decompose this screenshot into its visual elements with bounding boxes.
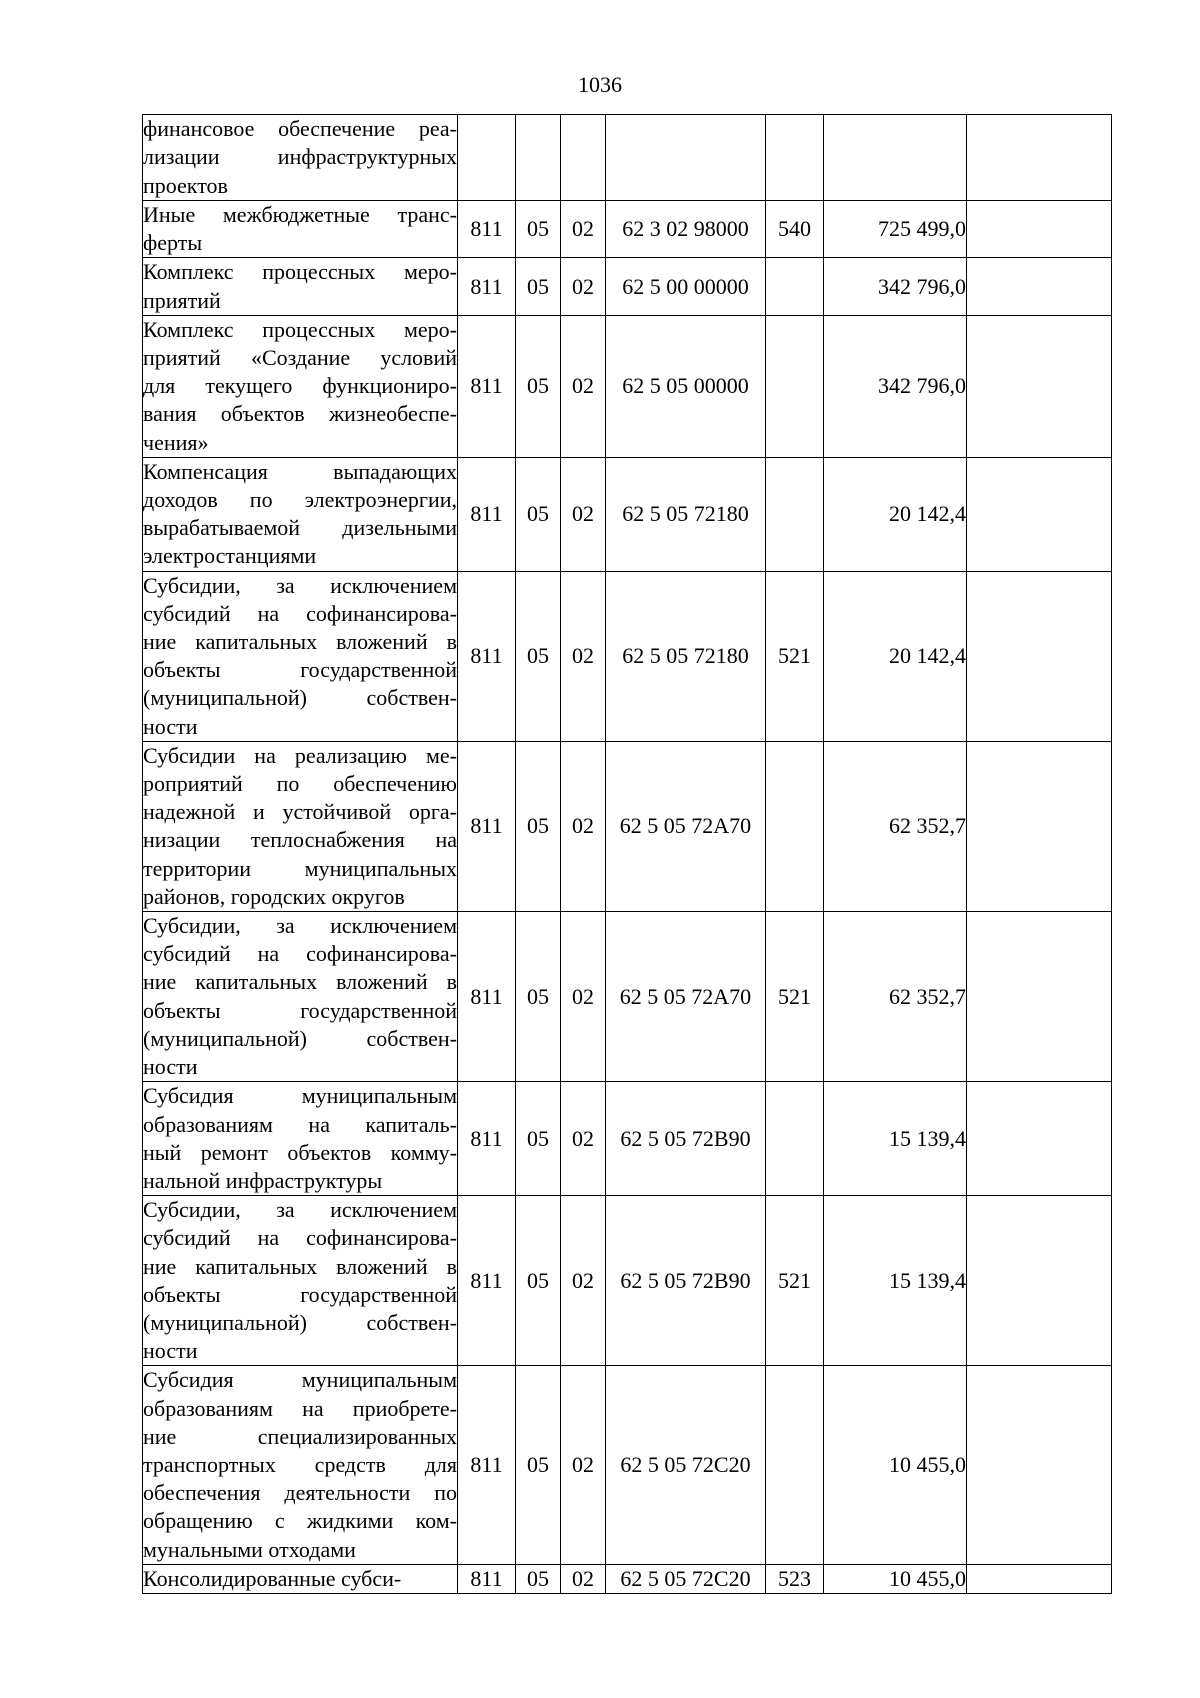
- ministry-code-cell: 811: [458, 1564, 516, 1593]
- extra-cell: [967, 1366, 1112, 1564]
- row-name-cell: [143, 258, 458, 315]
- row-name-line: районов, городских округов: [143, 883, 405, 909]
- row-name-line: образованиям на капиталь-: [143, 1111, 457, 1137]
- target-article-cell: 62 5 05 72В90: [606, 1196, 766, 1366]
- extra-cell: [967, 258, 1112, 315]
- target-article-cell: 62 5 05 72С20: [606, 1564, 766, 1593]
- row-name-line: субсидий на софинансирова-: [143, 1225, 457, 1251]
- row-name-line: образованиям на приобрете-: [143, 1395, 457, 1421]
- section-code-cell: 05: [516, 741, 561, 911]
- row-name-line: Субсидии, за исключением: [143, 572, 457, 598]
- subsection-code-cell: 02: [561, 315, 606, 457]
- expense-type-cell: 521: [766, 571, 824, 741]
- row-name-cell: [143, 1366, 458, 1564]
- amount-cell: 62 352,7: [824, 741, 967, 911]
- row-name-line: Субсидии на реализацию ме-: [143, 742, 457, 768]
- row-name-line: проектов: [143, 172, 228, 198]
- row-name-cell: [143, 201, 458, 258]
- table-body: [143, 115, 1112, 1594]
- table-row: [143, 457, 1112, 571]
- table-row: [143, 1082, 1112, 1196]
- target-article-cell: 62 5 00 00000: [606, 258, 766, 315]
- target-article-cell: 62 5 05 72А70: [606, 912, 766, 1082]
- subsection-code-cell: 02: [561, 1366, 606, 1564]
- section-code-cell: 05: [516, 315, 561, 457]
- ministry-code-cell: 811: [458, 741, 516, 911]
- extra-cell: [967, 315, 1112, 457]
- row-name-cell: [143, 741, 458, 911]
- row-name-line: Субсидии, за исключением: [143, 1197, 457, 1223]
- section-code-cell: 05: [516, 457, 561, 571]
- row-name-line: Субсидии, за исключением: [143, 913, 457, 939]
- subsection-code-cell: 02: [561, 912, 606, 1082]
- row-name-line: ный ремонт объектов комму-: [143, 1139, 457, 1165]
- row-name-line: ние капитальных вложений в: [143, 969, 457, 995]
- table-row: [143, 1366, 1112, 1564]
- row-name-line: Субсидия муниципальным: [143, 1083, 457, 1109]
- table-row: [143, 315, 1112, 457]
- row-name-cell: [143, 457, 458, 571]
- ministry-code-cell: [458, 115, 516, 201]
- row-name-line: чения»: [143, 429, 209, 455]
- row-name-line: Иные межбюджетные транс-: [143, 202, 457, 227]
- target-article-cell: 62 5 05 72В90: [606, 1082, 766, 1196]
- row-name-cell: [143, 912, 458, 1082]
- section-code-cell: 05: [516, 571, 561, 741]
- subsection-code-cell: 02: [561, 1196, 606, 1366]
- subsection-code-cell: 02: [561, 258, 606, 315]
- subsection-code-cell: [561, 115, 606, 201]
- table-row: [143, 1196, 1112, 1366]
- target-article-cell: 62 5 05 72180: [606, 571, 766, 741]
- section-code-cell: 05: [516, 1366, 561, 1564]
- subsection-code-cell: 02: [561, 571, 606, 741]
- section-code-cell: 05: [516, 1196, 561, 1366]
- row-name-cell: [143, 1196, 458, 1366]
- expense-type-cell: [766, 457, 824, 571]
- row-name-line: объекты государственной: [143, 1281, 457, 1307]
- amount-cell: 62 352,7: [824, 912, 967, 1082]
- row-name-line: объекты государственной: [143, 997, 457, 1023]
- expense-type-cell: 521: [766, 912, 824, 1082]
- ministry-code-cell: 811: [458, 1196, 516, 1366]
- row-name-line: ферты: [143, 230, 203, 256]
- row-name-line: ности: [143, 713, 198, 739]
- row-name-line: вания объектов жизнеобеспе-: [143, 401, 457, 427]
- table-row: [143, 1564, 1112, 1593]
- row-name-cell: [143, 315, 458, 457]
- row-name-line: вырабатываемой дизельными: [143, 515, 457, 541]
- target-article-cell: 62 5 05 00000: [606, 315, 766, 457]
- amount-cell: 10 455,0: [824, 1564, 967, 1593]
- extra-cell: [967, 1564, 1112, 1593]
- row-name-line: Комплекс процессных меро-: [143, 316, 457, 342]
- extra-cell: [967, 571, 1112, 741]
- expense-type-cell: [766, 315, 824, 457]
- row-name-cell: [143, 1082, 458, 1196]
- row-name-line: (муниципальной) собствен-: [143, 1025, 457, 1051]
- expense-type-cell: 521: [766, 1196, 824, 1366]
- row-name-line: Компенсация выпадающих: [143, 458, 457, 484]
- row-name-line: Субсидия муниципальным: [143, 1367, 457, 1393]
- amount-cell: 342 796,0: [824, 315, 967, 457]
- ministry-code-cell: 811: [458, 1366, 516, 1564]
- row-name-line: роприятий по обеспечению: [143, 771, 457, 797]
- row-name-cell: [143, 1564, 458, 1593]
- subsection-code-cell: 02: [561, 201, 606, 258]
- amount-cell: 20 142,4: [824, 457, 967, 571]
- row-name-line: для текущего функциониро-: [143, 373, 457, 399]
- table-row: [143, 115, 1112, 201]
- ministry-code-cell: 811: [458, 201, 516, 258]
- target-article-cell: 62 5 05 72180: [606, 457, 766, 571]
- row-name-line: нальной инфраструктуры: [143, 1167, 383, 1193]
- budget-table: [142, 114, 1112, 1594]
- table-row: [143, 912, 1112, 1082]
- expense-type-cell: 523: [766, 1564, 824, 1593]
- subsection-code-cell: 02: [561, 741, 606, 911]
- ministry-code-cell: 811: [458, 258, 516, 315]
- section-code-cell: 05: [516, 912, 561, 1082]
- row-name-line: субсидий на софинансирова-: [143, 600, 457, 626]
- ministry-code-cell: 811: [458, 1082, 516, 1196]
- section-code-cell: 05: [516, 1082, 561, 1196]
- amount-cell: 725 499,0: [824, 201, 967, 258]
- expense-type-cell: 540: [766, 201, 824, 258]
- expense-type-cell: [766, 1366, 824, 1564]
- row-name-line: территории муниципальных: [143, 855, 457, 881]
- expense-type-cell: [766, 741, 824, 911]
- amount-cell: [824, 115, 967, 201]
- row-name-line: ности: [143, 1054, 198, 1080]
- amount-cell: 10 455,0: [824, 1366, 967, 1564]
- amount-cell: 20 142,4: [824, 571, 967, 741]
- row-name-line: (муниципальной) собствен-: [143, 685, 457, 711]
- page-number: 1036: [578, 72, 622, 97]
- row-name-line: приятий: [143, 287, 221, 313]
- row-name-line: обеспечения деятельности по: [143, 1480, 457, 1506]
- subsection-code-cell: 02: [561, 1564, 606, 1593]
- extra-cell: [967, 1196, 1112, 1366]
- target-article-cell: 62 3 02 98000: [606, 201, 766, 258]
- row-name-line: Комплекс процессных меро-: [143, 259, 457, 285]
- table-row: [143, 258, 1112, 315]
- row-name-cell: [143, 571, 458, 741]
- target-article-cell: 62 5 05 72А70: [606, 741, 766, 911]
- ministry-code-cell: 811: [458, 912, 516, 1082]
- row-name-cell: [143, 115, 458, 201]
- ministry-code-cell: 811: [458, 457, 516, 571]
- ministry-code-cell: 811: [458, 315, 516, 457]
- row-name-line: доходов по электроэнергии,: [143, 487, 457, 513]
- section-code-cell: 05: [516, 201, 561, 258]
- extra-cell: [967, 457, 1112, 571]
- target-article-cell: [606, 115, 766, 201]
- row-name-line: транспортных средств для: [143, 1451, 457, 1477]
- target-article-cell: 62 5 05 72С20: [606, 1366, 766, 1564]
- amount-cell: 15 139,4: [824, 1082, 967, 1196]
- extra-cell: [967, 201, 1112, 258]
- row-name-line: ние капитальных вложений в: [143, 629, 457, 655]
- row-name-line: ние специализированных: [143, 1423, 457, 1449]
- table-row: [143, 571, 1112, 741]
- section-code-cell: [516, 115, 561, 201]
- row-name-line: финансовое обеспечение реа-: [143, 116, 457, 142]
- row-name-line: (муниципальной) собствен-: [143, 1309, 457, 1335]
- row-name-line: низации теплоснабжения на: [143, 827, 457, 853]
- extra-cell: [967, 741, 1112, 911]
- amount-cell: 342 796,0: [824, 258, 967, 315]
- row-name-line: ние капитальных вложений в: [143, 1253, 457, 1279]
- expense-type-cell: [766, 258, 824, 315]
- row-name-line: Консолидированные субси-: [143, 1565, 402, 1591]
- subsection-code-cell: 02: [561, 1082, 606, 1196]
- row-name-line: приятий «Создание условий: [143, 345, 457, 371]
- row-name-line: лизации инфраструктурных: [143, 144, 457, 170]
- row-name-line: обращению с жидкими ком-: [143, 1508, 457, 1534]
- extra-cell: [967, 1082, 1112, 1196]
- table-row: [143, 741, 1112, 911]
- section-code-cell: 05: [516, 258, 561, 315]
- amount-cell: 15 139,4: [824, 1196, 967, 1366]
- row-name-line: надежной и устойчивой орга-: [143, 799, 457, 825]
- row-name-line: ности: [143, 1338, 198, 1364]
- subsection-code-cell: 02: [561, 457, 606, 571]
- row-name-line: объекты государственной: [143, 657, 457, 683]
- ministry-code-cell: 811: [458, 571, 516, 741]
- table-row: [143, 201, 1112, 258]
- row-name-line: электростанциями: [143, 543, 317, 569]
- row-name-line: субсидий на софинансирова-: [143, 941, 457, 967]
- extra-cell: [967, 115, 1112, 201]
- expense-type-cell: [766, 1082, 824, 1196]
- section-code-cell: 05: [516, 1564, 561, 1593]
- row-name-line: мунальными отходами: [143, 1536, 356, 1562]
- expense-type-cell: [766, 115, 824, 201]
- extra-cell: [967, 912, 1112, 1082]
